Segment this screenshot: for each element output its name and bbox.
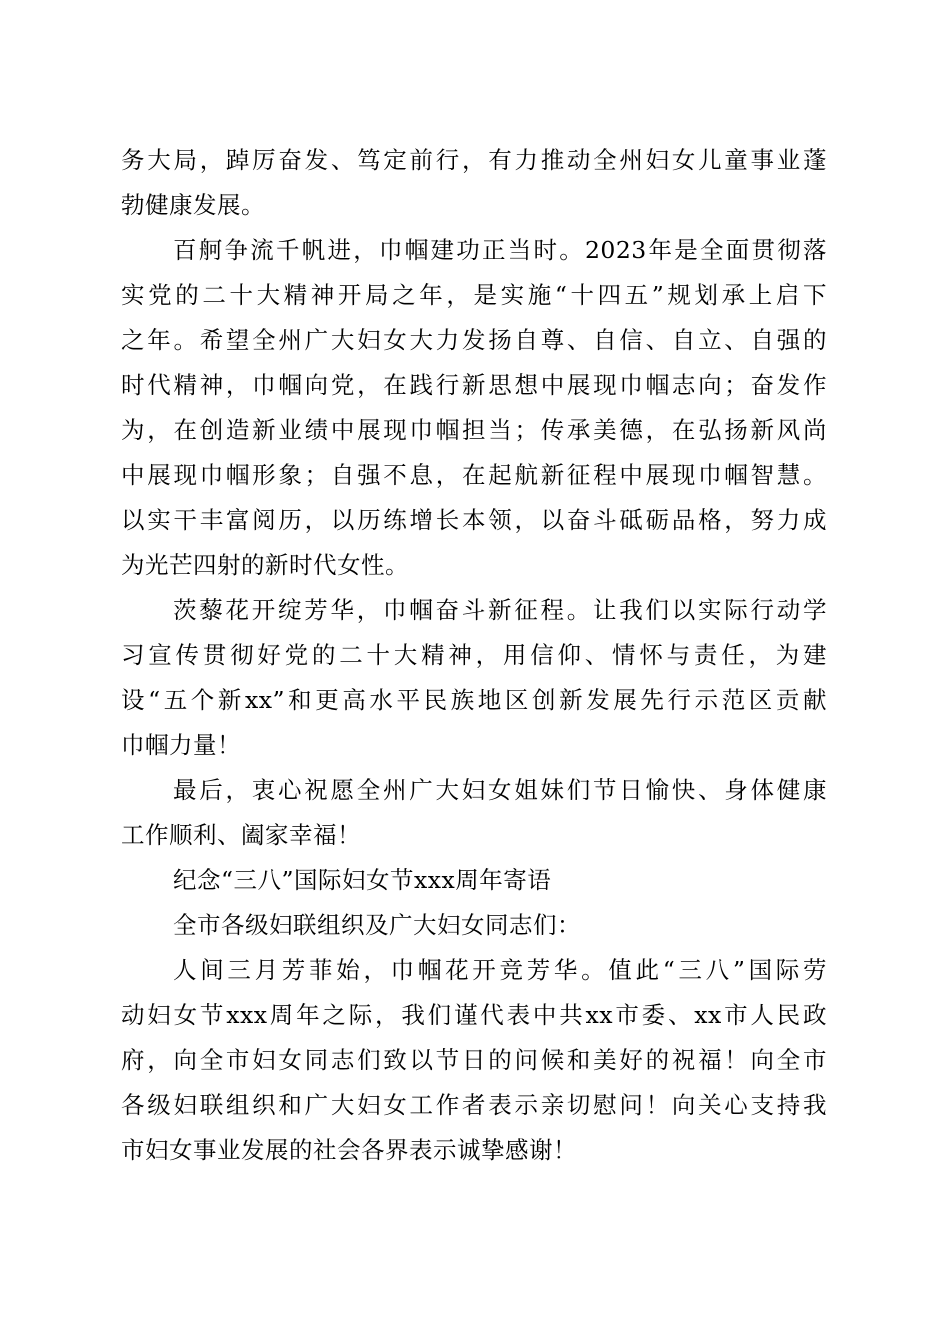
text-line-20: 动妇女节xxx周年之际，我们谨代表中共xx市委、xx市人民政: [121, 1001, 827, 1029]
text-line-13: 设“五个新xx”和更高水平民族地区创新发展先行示范区贡献: [121, 686, 827, 714]
text-line-6: 时代精神，巾帼向党，在践行新思想中展现巾帼志向；奋发作: [121, 371, 827, 399]
document-body: [121, 138, 827, 1173]
text-line-22: 各级妇联组织和广大妇女工作者表示亲切慰问！向关心支持我: [121, 1091, 827, 1119]
text-line-23: 市妇女事业发展的社会各界表示诚挚感谢！: [121, 1136, 577, 1164]
text-line-10: 为光芒四射的新时代女性。: [121, 551, 409, 579]
text-line-4: 实党的二十大精神开局之年，是实施“十四五”规划承上启下: [121, 281, 827, 309]
text-line-3: 百舸争流千帆进，巾帼建功正当时。2023年是全面贯彻落: [173, 236, 827, 264]
text-line-14: 巾帼力量！: [121, 731, 241, 759]
text-line-16: 工作顺利、阖家幸福！: [121, 821, 361, 849]
text-line-15: 最后，衷心祝愿全州广大妇女姐妹们节日愉快、身体健康: [173, 776, 827, 804]
text-line-19: 人间三月芳菲始，巾帼花开竞芳华。值此“三八”国际劳: [173, 956, 827, 984]
text-line-21: 府，向全市妇女同志们致以节日的问候和美好的祝福！向全市: [121, 1046, 827, 1074]
text-line-7: 为，在创造新业绩中展现巾帼担当；传承美德，在弘扬新风尚: [121, 416, 827, 444]
text-line-1: 务大局，踔厉奋发、笃定前行，有力推动全州妇女儿童事业蓬: [121, 146, 827, 174]
text-line-12: 习宣传贯彻好党的二十大精神，用信仰、情怀与责任，为建: [121, 641, 827, 669]
text-line-11: 茨藜花开绽芳华，巾帼奋斗新征程。让我们以实际行动学: [173, 596, 827, 624]
text-line-9: 以实干丰富阅历，以历练增长本领，以奋斗砥砺品格，努力成: [121, 506, 827, 534]
heading-line: 纪念“三八”国际妇女节xxx周年寄语: [173, 866, 552, 894]
text-line-5: 之年。希望全州广大妇女大力发扬自尊、自信、自立、自强的: [121, 326, 827, 354]
text-line-8: 中展现巾帼形象；自强不息，在起航新征程中展现巾帼智慧。: [121, 461, 827, 489]
text-line-2: 勃健康发展。: [121, 191, 265, 219]
salutation-line: 全市各级妇联组织及广大妇女同志们：: [173, 911, 581, 939]
